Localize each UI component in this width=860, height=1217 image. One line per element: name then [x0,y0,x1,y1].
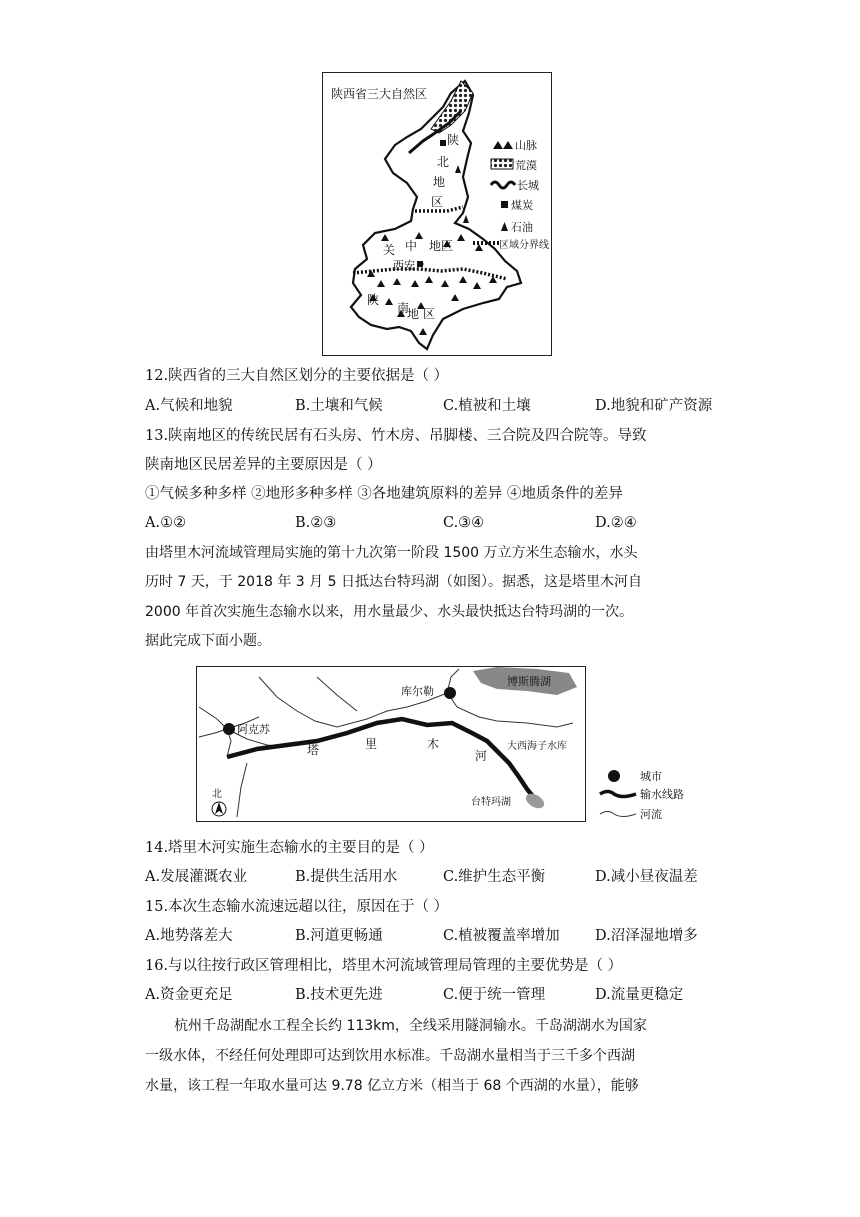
passage1-line2: 历时 7 天，于 2018 年 3 月 5 日抵达台特玛湖（如图）。据悉，这是塔里木河自 [145,574,642,590]
legend-city-label: 城市 [640,770,662,783]
label-korla: 库尔勒 [401,685,434,698]
shaanxi-map [322,72,552,356]
label-reservoir: 大西海子水库 [507,741,567,752]
legend-boundary-label: 区域分界线 [499,240,549,251]
q14-option-c[interactable]: C.维护生态平衡 [443,869,546,885]
q15-option-b[interactable]: B.河道更畅通 [295,928,383,944]
label-aksu: 阿克苏 [237,723,270,736]
label-shaannan-2: 南 [397,301,410,315]
q13-option-b[interactable]: B.②③ [295,515,337,531]
q13-stem-line1: 13.陕南地区的传统民居有石头房、竹木房、吊脚楼、三合院及四合院等。导致 [145,428,647,444]
q13-option-d[interactable]: D.②④ [595,515,637,531]
legend-route-label: 输水线路 [640,788,684,801]
q13-stem-line2: 陕南地区民居差异的主要原因是（ ） [145,457,382,473]
legend-icons [473,141,515,243]
q15-option-d[interactable]: D.沼泽湿地增多 [595,928,698,944]
label-tarim-3: 木 [427,737,440,751]
label-tarim-2: 里 [365,737,378,751]
label-bosten: 博斯腾湖 [507,675,551,688]
q15-option-c[interactable]: C.植被覆盖率增加 [443,928,560,944]
q13-option-c[interactable]: C.③④ [443,515,485,531]
label-shaanbei-3: 地 [433,175,446,189]
shaanxi-map-drawing [323,73,553,357]
map1-title: 陕西省三大自然区 [331,87,428,101]
q16-option-c[interactable]: C.便于统一管理 [443,987,546,1003]
label-guanzhong-2: 中 [405,239,418,253]
tarim-map [196,666,586,822]
q16-stem: 16.与以往按行政区管理相比，塔里木河流域管理局管理的主要优势是（ ） [145,958,623,974]
q14-stem: 14.塔里木河实施生态输水的主要目的是（ ） [145,840,434,856]
city-icon [608,770,620,782]
north-arrow-icon [212,802,226,816]
q15-option-a[interactable]: A.地势落差大 [145,928,233,944]
q16-option-b[interactable]: B.技术更先进 [295,987,383,1003]
aksu-city-icon [223,723,235,735]
label-guanzhong-3: 地区 [429,239,454,253]
passage2-line2: 一级水体，不经任何处理即可达到饮用水标准。千岛湖水量相当于三千多个西湖 [145,1048,635,1064]
label-shaannan-4: 区 [423,307,436,321]
label-tarim-4: 河 [475,749,488,763]
q12-option-a[interactable]: A.气候和地貌 [145,398,233,414]
q12-option-c[interactable]: C.植被和土壤 [443,398,531,414]
q12-stem: 12.陕西省的三大自然区划分的主要依据是（ ） [145,368,449,384]
passage1-line3: 2000 年首次实施生态输水以来，用水量最少、水头最快抵达台特玛湖的一次。 [145,604,634,620]
passage2-line3: 水量，该工程一年取水量可达 9.78 亿立方米（相当于 68 个西湖的水量），能够 [145,1078,639,1094]
legend-oil-label: 石油 [511,221,533,234]
tarim-legend-icons [598,766,638,826]
passage1-line1: 由塔里木河流域管理局实施的第十九次第一阶段 1500 万立方米生态输水，水头 [145,545,638,561]
legend-desert-label: 荒漠 [515,159,537,172]
legend-coal-label: 煤炭 [511,199,533,212]
q12-option-d[interactable]: D.地貌和矿产资源 [595,398,713,414]
label-xian: 西安 [393,259,415,272]
q16-option-a[interactable]: A.资金更充足 [145,987,233,1003]
label-guanzhong-1: 关 [383,243,396,257]
taitema-lake-shape [523,791,546,811]
q14-option-a[interactable]: A.发展灌溉农业 [145,869,248,885]
river-icon [600,812,636,817]
korla-city-icon [444,687,456,699]
label-shaanbei-4: 区 [431,195,444,209]
passage1-line4: 据此完成下面小题。 [145,633,271,649]
label-north: 北 [212,789,222,800]
route-icon [600,792,636,797]
q14-option-b[interactable]: B.提供生活用水 [295,869,398,885]
q12-option-b[interactable]: B.土壤和气候 [295,398,383,414]
legend-river-label: 河流 [640,808,662,821]
label-tarim-1: 塔 [307,743,320,757]
passage2-line1: 杭州千岛湖配水工程全长约 113km，全线采用隧洞输水。千岛湖湖水为国家 [174,1018,647,1034]
q16-option-d[interactable]: D.流量更稳定 [595,987,684,1003]
label-taitema: 台特玛湖 [471,797,511,808]
label-shaanbei-1: 陕 [447,133,460,147]
q13-option-a[interactable]: A.①② [145,515,187,531]
legend-wall-label: 长城 [517,179,539,192]
legend-mountain-label: 山脉 [515,139,537,152]
q13-statements: ①气候多种多样 ②地形多种多样 ③各地建筑原料的差异 ④地质条件的差异 [145,486,623,502]
label-shaannan-1: 陕 [367,293,380,307]
label-shaannan-3: 地 [407,307,420,321]
q15-stem: 15.本次生态输水流速远超以往，原因在于（ ） [145,899,449,915]
q14-option-d[interactable]: D.减小昼夜温差 [595,869,698,885]
label-shaanbei-2: 北 [437,155,450,169]
